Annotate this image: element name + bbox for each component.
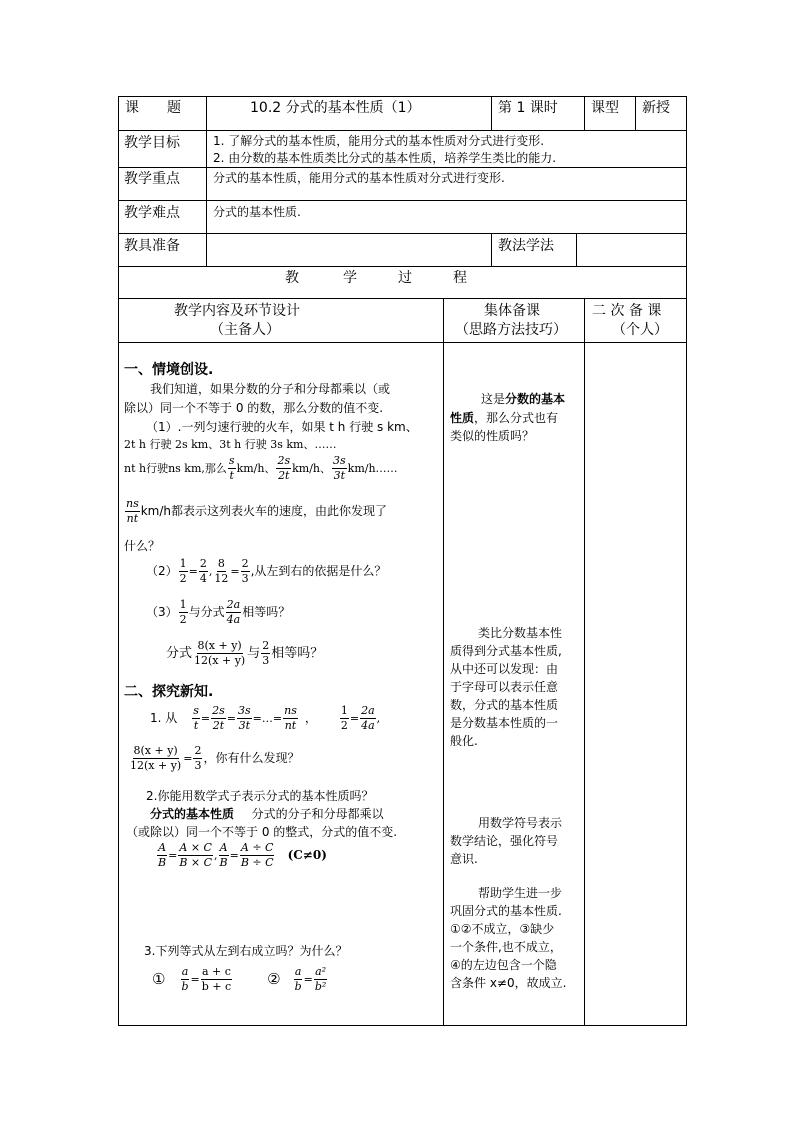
- note-2-line: 质得到分式基本性质,: [450, 644, 562, 658]
- q3-label: （3）: [146, 605, 178, 620]
- col1-subheader: （主备人）: [210, 322, 280, 338]
- note-2-line: 于字母可以表示任意: [450, 680, 559, 694]
- fraction-a-over-b: $\frac{a}{b}$: [181, 965, 189, 993]
- s1-para2-line2: 2t h 行驶 2s km、3t h 行驶 3s km、……: [124, 438, 337, 451]
- note-1-line3: 类似的性质吗？: [450, 429, 535, 443]
- question-4: [166, 640, 323, 666]
- separator-comma: ，: [304, 711, 317, 726]
- q4-tail: 相等吗？: [271, 645, 324, 661]
- lesson-type-label: 课型: [591, 100, 619, 116]
- goal-item-1: 1. 了解分式的基本性质，能用分式的基本性质对分式进行变形.: [213, 134, 545, 148]
- col1-header: 教学内容及环节设计: [174, 303, 300, 319]
- s1-para2-line5: 什么？: [124, 539, 161, 553]
- fraction-2s-over-2t: $\frac{2s}{2t}$: [212, 704, 225, 732]
- key-points-value: 分式的基本性质，能用分式的基本性质对分式进行变形.: [213, 171, 505, 185]
- q3-tail: 相等吗？: [242, 605, 291, 620]
- unit-kmh: km/h: [347, 461, 376, 475]
- ns-nt-line: [124, 498, 387, 524]
- circle-1: ①: [152, 969, 166, 988]
- speed-fractions-line: nt h行驶ns km,那么 $\frac{s}{t}$ km/h 、 $\frac{2s}{2t}$ km/h 、 $\frac{3s}{3t}$ km/h ……: [124, 454, 398, 482]
- item-3-formulas: ① $\frac{a}{b}$ = $\frac{a + c}{b + c}$ ② $\frac{a}{b}$ = $\frac{\text{a²}}{\text{b²}}$: [152, 965, 327, 993]
- condition: (C≠0): [287, 848, 327, 863]
- fraction-s-over-t: $\frac{s}{t}$: [193, 704, 199, 732]
- speed-line-prefix: nt h行驶ns km,那么: [124, 461, 227, 475]
- fraction-ns-over-nt: $\frac{ns}{nt}$: [284, 704, 297, 732]
- process-title-char-2: 学: [343, 270, 357, 286]
- process-title-char-4: 程: [453, 270, 467, 286]
- q4-prefix: 分式: [166, 645, 193, 661]
- fraction-3s-over-3t: $\frac{3s}{3t}$: [333, 454, 346, 482]
- section-1-title: 一、情境创设.: [124, 362, 214, 378]
- question-2: （2） $\frac{1}{2}$ = $\frac{2}{4}$ , $\frac{8}{12}$ = $\frac{2}{3}$ ,从左到右的依据是什么？: [146, 557, 387, 585]
- fraction-A-over-B: $\frac{A}{B}$: [219, 841, 228, 869]
- s1-para1-line2: 除以）同一个不等于 0 的数，那么分数的值不变.: [124, 401, 384, 415]
- question-3: [146, 599, 290, 625]
- q2-text: ,从左到右的依据是什么？: [250, 564, 387, 579]
- q2-label: （2）: [146, 564, 178, 579]
- fraction-2a-over-4a: $\frac{2a}{4a}$: [226, 598, 241, 626]
- note-4-line: ①②不成立，③缺少: [450, 922, 555, 936]
- difficulties-value: 分式的基本性质.: [213, 205, 301, 219]
- note-3-line: 用数学符号表示: [478, 816, 563, 830]
- col2-header: 集体备课: [484, 303, 540, 319]
- q4-mid: 与: [247, 645, 261, 661]
- property-bold-title: 分式的基本性质: [150, 807, 235, 821]
- fraction-a2-over-b2: $\frac{\text{a²}}{\text{b²}}$: [314, 965, 327, 993]
- fraction-2-over-3: $\frac{2}{3}$: [262, 639, 270, 667]
- ns-nt-tail: km/h都表示这列表火车的速度，由此你发现了: [140, 504, 388, 519]
- s1-para2-line1: （1）.一列匀速行驶的火车，如果 t h 行驶 s km、: [146, 420, 418, 434]
- ellipsis: ……: [375, 461, 398, 475]
- difficulties-label: 教学难点: [124, 205, 180, 221]
- item-2-line: 2.你能用数学式子表示分式的基本性质吗？: [146, 789, 374, 803]
- equals-ellipsis: =…=: [252, 711, 283, 725]
- tools-label: 教具准备: [124, 238, 180, 254]
- note-2-line: 从中还可以发现：由: [450, 662, 559, 676]
- property-line1: [150, 808, 384, 820]
- fraction-AdC-over-BdC: $\frac{A \div C}{B \div C}$: [240, 841, 274, 869]
- fraction-8xy-over-12xy: $\frac{8(x + y)}{12(x + y)}$: [194, 639, 246, 667]
- item-1-line2: $\frac{8(x + y)}{12(x + y)}$ = $\frac{2}{3}$ ，你有什么发现？: [130, 744, 300, 772]
- fraction-s-over-t: $\frac{s}{t}$: [228, 454, 235, 482]
- process-title-char-1: 教: [285, 270, 299, 286]
- note-2-line: 是分数基本性质的一: [450, 716, 559, 730]
- fraction-2s-over-2t: $\frac{2s}{2t}$: [277, 454, 291, 482]
- note-1-bold: 分数的基本: [505, 392, 566, 406]
- topic-value: 10.2 分式的基本性质（1）: [250, 100, 421, 116]
- circle-2: ②: [267, 969, 281, 988]
- fraction-1-over-2: $\frac{1}{2}$: [340, 704, 348, 732]
- item-1-tail: ，你有什么发现？: [203, 751, 300, 766]
- topic-label: 课 题: [125, 100, 181, 116]
- fraction-2a-over-4a: $\frac{2a}{4a}$: [361, 704, 375, 732]
- note-4-line: 含条件 x≠0，故成立.: [450, 976, 567, 990]
- property-line1-text: 分式的分子和分母都乘以: [251, 807, 384, 821]
- property-line2: （或除以）同一个不等于 0 的整式，分式的值不变.: [126, 825, 398, 839]
- section-2-title: 二、探究新知.: [124, 684, 214, 700]
- property-formula: $\frac{A}{B}$ = $\frac{A \times C}{B \times C}$ , $\frac{A}{B}$ = $\frac{A \div C}{B \div C}$ (C≠0): [158, 841, 327, 869]
- fraction-ac-over-bc: $\frac{a + c}{b + c}$: [201, 965, 232, 993]
- note-2-line: 类比分数基本性: [478, 626, 563, 640]
- unit-kmh: km/h: [236, 461, 265, 475]
- item-3-line: 3.下列等式从左到右成立吗？为什么？: [144, 944, 348, 958]
- fraction-2-over-3: $\frac{2}{3}$: [194, 744, 202, 772]
- col3-header: 二 次 备 课: [592, 303, 662, 319]
- col3-subheader: （个人）: [612, 322, 668, 338]
- fraction-1-over-2: $\frac{1}{2}$: [179, 557, 187, 585]
- fraction-3s-over-3t: $\frac{3s}{3t}$: [238, 704, 251, 732]
- goals-label: 教学目标: [124, 135, 180, 151]
- fraction-a-over-b: $\frac{a}{b}$: [294, 965, 302, 993]
- q3-mid: 与分式: [188, 605, 225, 620]
- lesson-number: 第 1 课时: [498, 100, 558, 116]
- note-1-line2: 性质，那么分式也有: [450, 411, 559, 425]
- note-3-line: 意识.: [450, 852, 478, 866]
- note-1-bold-2: 性质: [450, 411, 475, 425]
- fraction-A-over-B: $\frac{A}{B}$: [158, 841, 167, 869]
- note-1-line1: 这是分数的基本: [481, 392, 566, 406]
- s1-para1-line1: 我们知道，如果分数的分子和分母都乘以（或: [150, 382, 391, 396]
- key-points-label: 教学重点: [124, 171, 180, 187]
- note-4-line: 巩固分式的基本性质.: [450, 904, 562, 918]
- goal-item-2: 2. 由分数的基本性质类比分式的基本性质，培养学生类比的能力.: [213, 151, 557, 165]
- note-4-line: 帮助学生进一步: [478, 886, 563, 900]
- note-4-line: ④的左边包含一个隐: [450, 958, 557, 972]
- note-2-line: 般化.: [450, 734, 478, 748]
- process-title-char-3: 过: [398, 270, 412, 286]
- note-3-line: 数学结论，强化符号: [450, 834, 559, 848]
- lesson-type-value: 新授: [642, 100, 670, 116]
- item-1-label: 1. 从: [150, 711, 178, 726]
- col2-subheader: （思路方法技巧）: [455, 322, 567, 338]
- fraction-AxC-over-BxC: $\frac{A \times C}{B \times C}$: [179, 841, 213, 869]
- item-1-line1: 1. 从 $\frac{s}{t}$ = $\frac{2s}{2t}$ = $\frac{3s}{3t}$ =…= $\frac{ns}{nt}$ ， $\frac{1}{2}$ = $\frac{2a}{4a}$ ,: [150, 704, 381, 732]
- fraction-8xy-over-12xy: $\frac{8(x + y)}{12(x + y)}$: [130, 744, 182, 772]
- note-4-line: 一个条件,也不成立，: [450, 940, 562, 954]
- fraction-1-over-2: $\frac{1}{2}$: [179, 598, 187, 626]
- unit-kmh: km/h: [292, 461, 320, 475]
- methods-label: 教法学法: [498, 238, 554, 254]
- fraction-2-over-3: $\frac{2}{3}$: [241, 557, 249, 585]
- note-2-line: 数，分式的基本性质: [450, 698, 559, 712]
- fraction-2-over-4: $\frac{2}{4}$: [199, 557, 207, 585]
- fraction-8-over-12: $\frac{8}{12}$: [214, 557, 229, 585]
- fraction-ns-over-nt: $\frac{ns}{nt}$: [126, 497, 139, 525]
